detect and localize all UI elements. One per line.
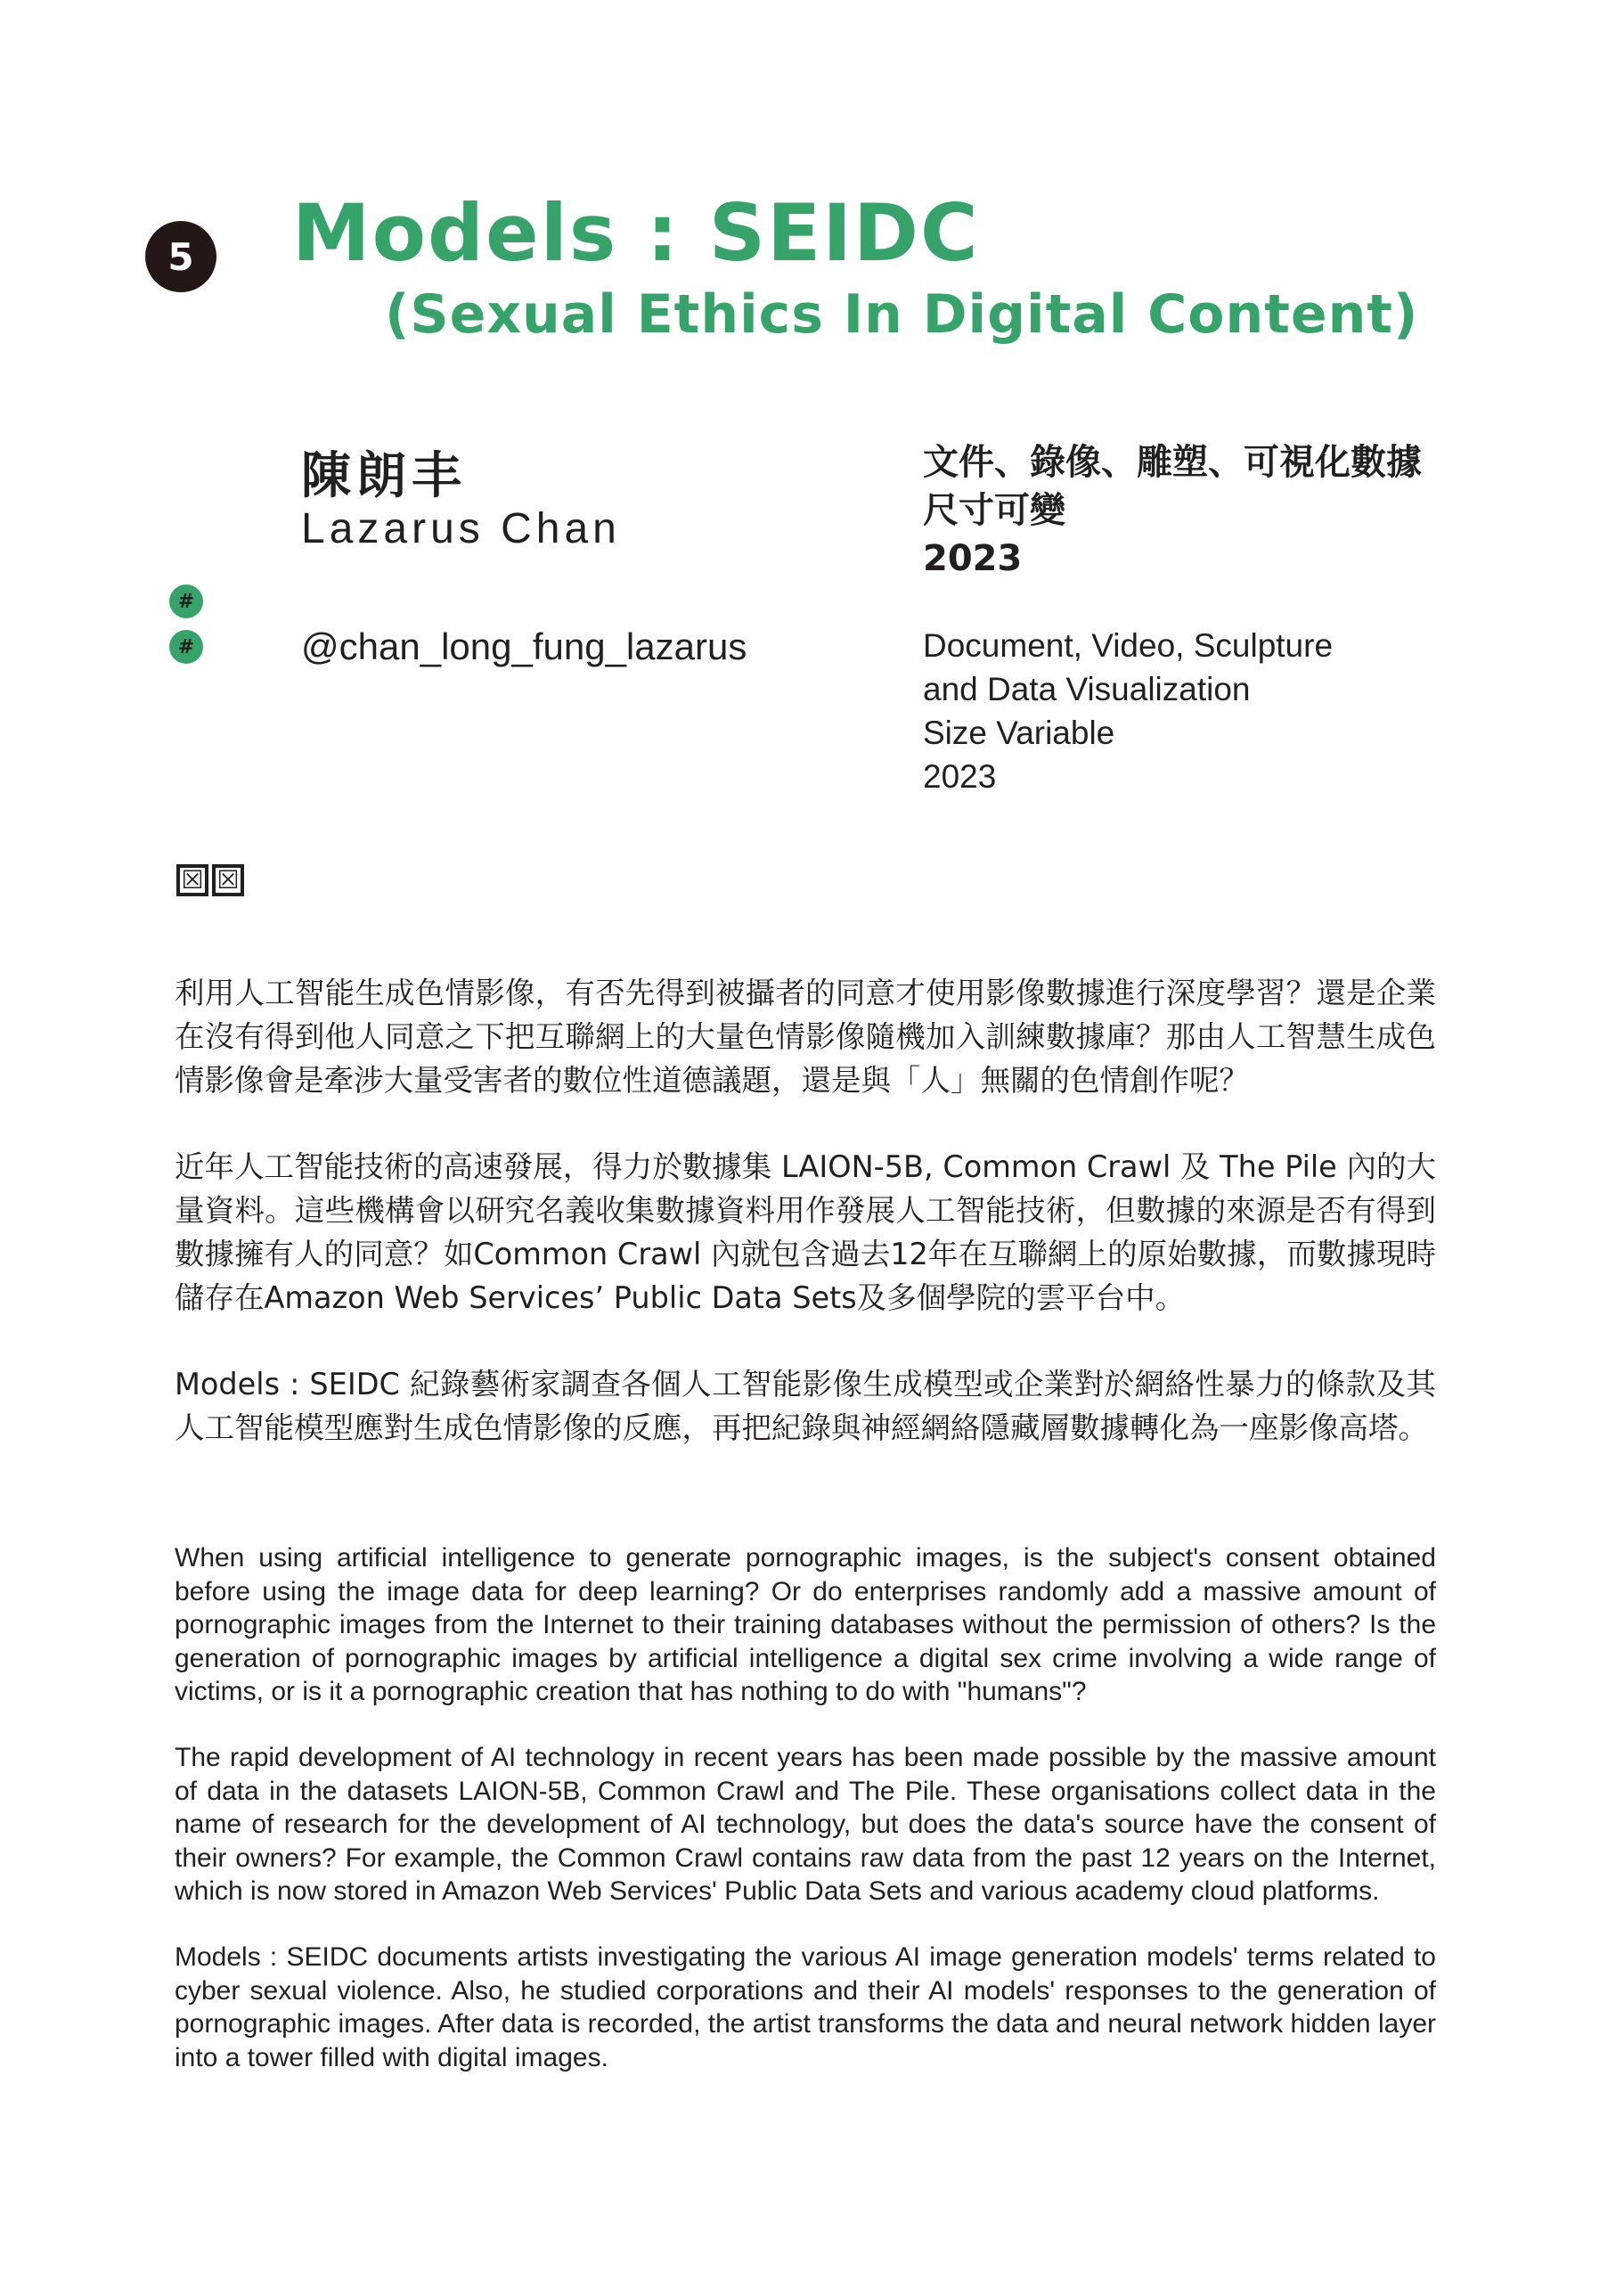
hashtag-icon: #: [169, 630, 203, 664]
body-paragraph-zh: Models : SEIDC 紀錄藝術家調查各個人工智能影像生成模型或企業對於網絡性暴力的條款及其人工智能模型應對生成色情影像的反應，再把紀錄與神經網絡隱藏層數據轉化為一座影像高塔。: [175, 1367, 1436, 1445]
media-en-line: Document, Video, Sculpture: [923, 627, 1334, 664]
artist-social-handle[interactable]: @chan_long_fung_lazarus: [301, 625, 747, 667]
section-number-badge: 5: [145, 221, 216, 292]
artist-name-en: Lazarus Chan: [301, 505, 621, 552]
missing-glyph-icon: ☒: [176, 864, 208, 896]
media-en-line: Size Variable: [923, 715, 1115, 751]
body-paragraph-zh: 利用人工智能生成色情影像，有否先得到被攝者的同意才使用影像數據進行深度學習？還是企業在沒有得到他人同意之下把互聯網上的大量色情影像隨機加入訓練數據庫？那由人工智慧生成色情影像會是牽涉大量受害者的數位性道德議題，還是與「人」無關的色情創作呢？: [175, 976, 1436, 1098]
body-paragraph-zh: 近年人工智能技術的高速發展，得力於數據集 LAION-5B, Common Crawl 及 The Pile 內的大量資料。這些機構會以研究名義收集數據資料用作發展人工智能技術，但數據的來源是否有得到數據擁有人的同意？如Common Crawl 內就包含過去12年在互聯網上的原始數據，而數據現時儲存在Amazon Web Services’ Public Data Sets及多個學院的雲平台中。: [175, 1149, 1436, 1315]
media-zh-line: 2023: [923, 538, 1023, 579]
media-en-line: 2023: [923, 758, 997, 795]
media-zh-line: 文件、錄像、雕塑、可視化數據: [923, 442, 1422, 483]
media-info-zh: [923, 438, 1422, 583]
media-zh-line: 尺寸可變: [923, 490, 1065, 531]
media-info-en: [923, 624, 1333, 798]
missing-glyph-boxes: [176, 864, 244, 896]
missing-glyph-icon: ☒: [212, 864, 244, 896]
media-en-line: and Data Visualization: [923, 671, 1251, 707]
body-paragraph-en: Models : SEIDC documents artists investigating the various AI image generation models' terms related to cyber sexual violence. Also, he studied corporations and their AI models' responses to the generation of pornographic images. After data is recorded, the artist transforms the data and neural network hidden layer into a tower filled with digital images.: [175, 1942, 1436, 2072]
artist-name-zh: 陳朗丰: [301, 447, 467, 505]
page-title: Models : SEIDC: [292, 187, 980, 279]
page-subtitle: (Sexual Ethics In Digital Content): [385, 283, 1419, 346]
body-paragraph-en: The rapid development of AI technology in recent years has been made possible by the massive amount of data in the datasets LAION-5B, Common Crawl and The Pile. These organisations collect data in the name of research for the development of AI technology, but does the data's source have the consent of their owners? For example, the Common Crawl contains raw data from the past 12 years on the Internet, which is now stored in Amazon Web Services' Public Data Sets and various academy cloud platforms.: [175, 1743, 1436, 1906]
hashtag-icon: #: [169, 584, 203, 618]
body-paragraph-en: When using artificial intelligence to generate pornographic images, is the subject's consent obtained before using the image data for deep learning? Or do enterprises randomly add a massive amount of pornographic images from the Internet to their training databases without the permission of others? Is the generation of pornographic images by artificial intelligence a digital sex crime involving a wide range of victims, or is it a pornographic creation that has nothing to do with "humans"?: [175, 1543, 1436, 1706]
